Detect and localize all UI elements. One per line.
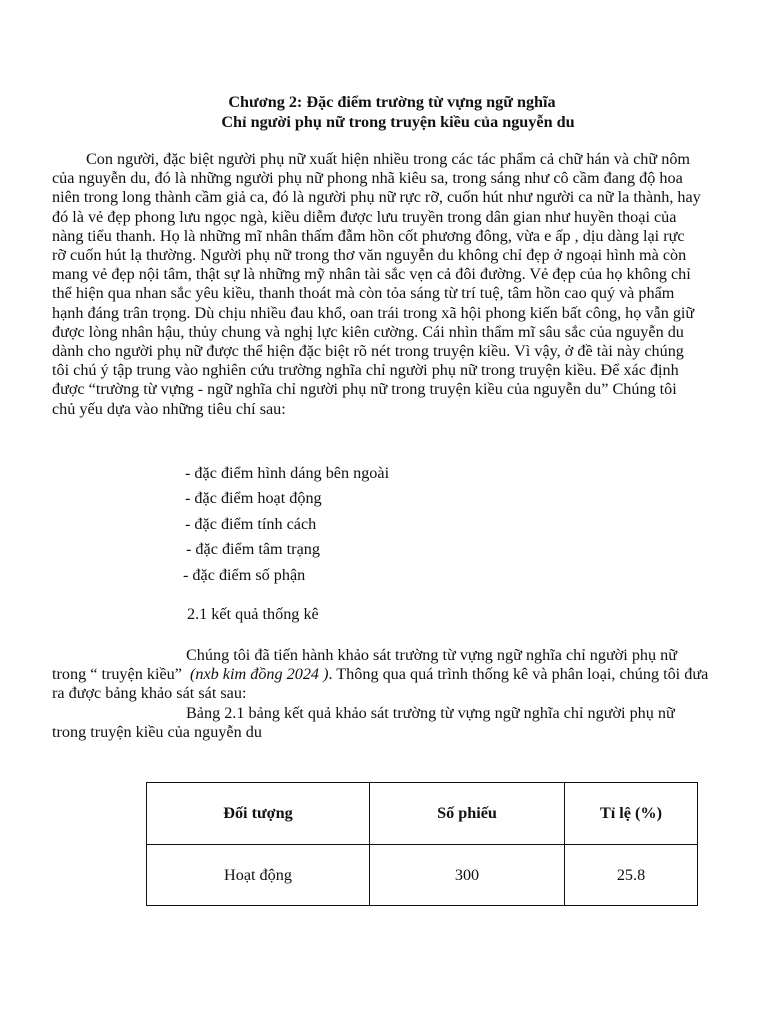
criteria-item: - đặc điểm hoạt động xyxy=(185,489,322,508)
criteria-list xyxy=(185,463,389,590)
survey-text-part2: . Thông qua quá trình thống kê và phân loại, chúng tôi đưa ra được bảng khảo sát sát sau: xyxy=(52,665,709,702)
header-cell: Đối tượng xyxy=(147,783,370,845)
table-cell: 25.8 xyxy=(565,845,698,906)
table-row xyxy=(147,845,698,906)
chapter-subtitle: Chỉ người phụ nữ trong truyện kiều của nguyễn du xyxy=(221,113,575,131)
header-cell: Số phiếu xyxy=(370,783,565,845)
header-cell: Tỉ lệ (%) xyxy=(565,783,698,845)
intro-text: Con người, đặc biệt người phụ nữ xuất hiện nhiều trong các tác phẩm cả chữ hán và chữ nôm của nguyễn du, đó là những người phụ nữ phong nhã kiêu sa, trong sáng như cô cầm đang độ hoa niên trong long thành cầm giả ca, đó là người phụ nữ rực rỡ, cuốn hút như người ca nữ la thành, hay đó là vẻ đẹp phong lưu ngọc ngà, kiều diễm được lưu truyền trong dân gian như huyền thoại của nàng tiểu thanh. Họ là những mĩ nhân thấm đẫm hồn cốt phương đông, vừa e ấp , dịu dàng lại rực rỡ cuốn hút lạ thường. Người phụ nữ trong thơ văn nguyễn du không chỉ đẹp ở ngoại hình mà còn mang vẻ đẹp nội tâm, thật sự là những mỹ nhân tài sắc vẹn cả đôi đường. Vẻ đẹp của họ không chỉ thể hiện qua nhan sắc yêu kiều, thanh thoát mà còn tỏa sáng từ trí tuệ, tâm hồn cao quý và phẩm hạnh đáng trân trọng. Dù chịu nhiều đau khổ, oan trái trong xã hội phong kiến bất công, họ vẫn giữ được lòng nhân hậu, thủy chung và nghị lực kiên cường. Cái nhìn thẩm mĩ sâu sắc của nguyễn du dành cho người phụ nữ được thể hiện đặc biệt rõ nét trong truyện kiều. Vì vậy, ở đề tài này chúng tôi chú ý tập trung vào nghiên cứu trường nghĩa chỉ người phụ nữ trong truyện kiều. Để xác định được “trường từ vựng - ngữ nghĩa chỉ người phụ nữ trong truyện kiều của nguyễn du” Chúng tôi chủ yếu dựa vào những tiêu chí sau: xyxy=(52,150,701,418)
table-cell: Hoạt động xyxy=(147,845,370,906)
citation: (nxb kim đồng 2024 ) xyxy=(190,665,329,683)
table-header-row xyxy=(147,783,698,845)
table-caption-text: Bảng 2.1 bảng kết quả khảo sát trường từ vựng ngữ nghĩa chỉ người phụ nữ trong truyện kiều của nguyễn du xyxy=(52,704,675,741)
criteria-item: - đặc điểm tâm trạng xyxy=(186,540,320,559)
intro-paragraph xyxy=(52,150,702,419)
criteria-item: - đặc điểm số phận xyxy=(183,565,306,584)
criteria-item: - đặc điểm tính cách xyxy=(185,514,317,533)
table-cell: 300 xyxy=(370,845,565,906)
criteria-item: - đặc điểm hình dáng bên ngoài xyxy=(185,464,390,482)
table-caption xyxy=(52,704,712,742)
section-heading: 2.1 kết quả thống kê xyxy=(187,605,319,623)
chapter-title: Chương 2: Đặc điểm trường từ vựng ngữ nghĩa xyxy=(228,93,556,111)
survey-paragraph xyxy=(52,646,712,703)
survey-text-part1: Chúng tôi đã tiến hành khảo sát trường từ vựng ngữ nghĩa chỉ người phụ nữ trong “ truyện kiều” xyxy=(52,646,682,683)
results-table xyxy=(146,782,698,906)
